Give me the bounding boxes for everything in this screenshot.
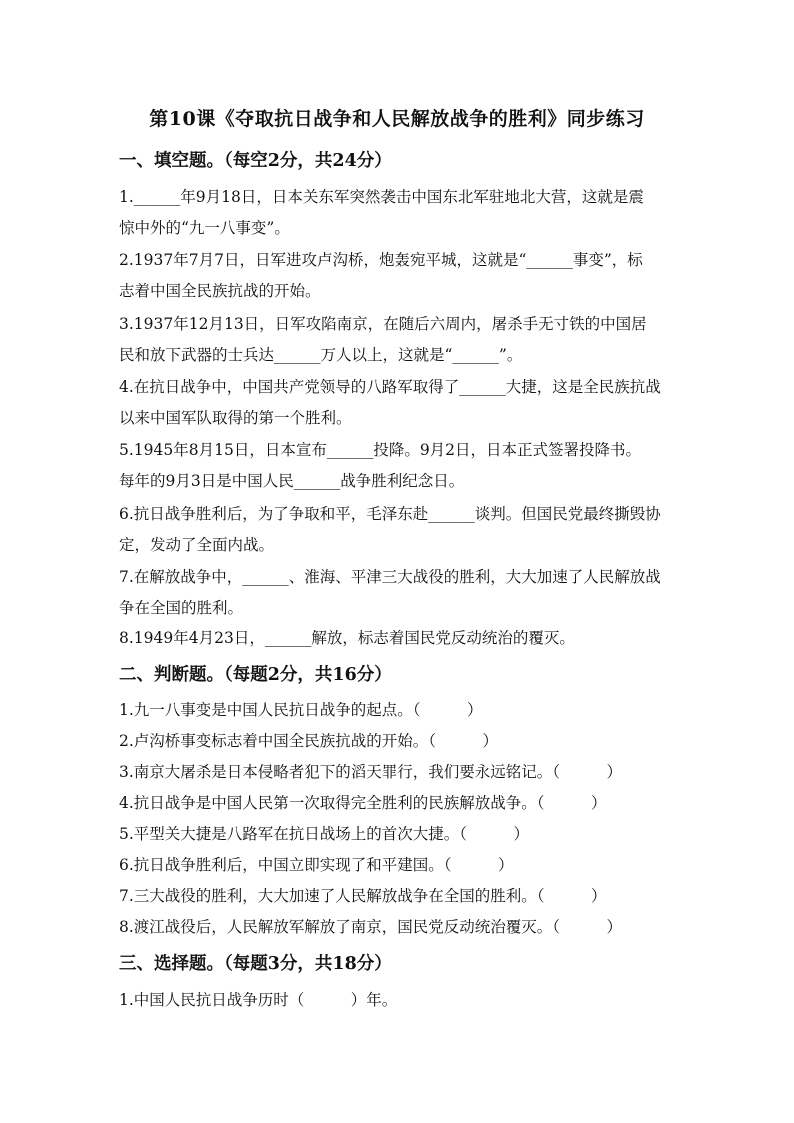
question-text-line: 4.抗日战争是中国人民第一次取得完全胜利的民族解放战争。（ ） <box>119 794 607 812</box>
section-heading-multiple-choice: 三、选择题。（每题3分，共18分） <box>119 954 392 974</box>
question-text-line: 每年的9月3日是中国人民______战争胜利纪念日。 <box>119 472 465 490</box>
question-text-line: 1.______年9月18日，日本关东军突然袭击中国东北军驻地北大营，这就是震 <box>119 188 644 206</box>
question-text-line: 4.在抗日战争中，中国共产党领导的八路军取得了______大捷，这是全民族抗战 <box>119 378 661 396</box>
question-text-line: 5.平型关大捷是八路军在抗日战场上的首次大捷。（ ） <box>119 825 530 843</box>
question-text-line: 6.抗日战争胜利后，为了争取和平，毛泽东赴______谈判。但国民党最终撕毁协 <box>119 505 661 523</box>
question-text-line: 6.抗日战争胜利后，中国立即实现了和平建国。（ ） <box>119 856 514 874</box>
question-text-line: 2.卢沟桥事变标志着中国全民族抗战的开始。（ ） <box>119 732 499 750</box>
question-text-line: 7.三大战役的胜利，大大加速了人民解放战争在全国的胜利。（ ） <box>119 887 607 905</box>
section-heading-fill-in: 一、填空题。（每空2分，共24分） <box>119 151 392 171</box>
question-text-line: 1.中国人民抗日战争历时（ ）年。 <box>119 991 398 1009</box>
question-text-line: 3.南京大屠杀是日本侵略者犯下的滔天罪行，我们要永远铭记。（ ） <box>119 763 623 781</box>
question-text-line: 惊中外的“九一八事变”。 <box>119 219 290 237</box>
question-text-line: 5.1945年8月15日，日本宣布______投降。9月2日，日本正式签署投降书。 <box>119 441 642 459</box>
question-text-line: 以来中国军队取得的第一个胜利。 <box>119 409 352 427</box>
question-text-line: 3.1937年12月13日，日军攻陷南京，在随后六周内，屠杀手无寸铁的中国居 <box>119 315 647 333</box>
question-text-line: 8.1949年4月23日，______解放，标志着国民党反动统治的覆灭。 <box>119 629 575 647</box>
page-title: 第10课《夺取抗日战争和人民解放战争的胜利》同步练习 <box>149 108 645 130</box>
question-text-line: 2.1937年7月7日，日军进攻卢沟桥，炮轰宛平城，这就是“______事变”，标 <box>119 251 643 269</box>
question-text-line: 7.在解放战争中，______、淮海、平津三大战役的胜利，大大加速了人民解放战 <box>119 568 661 586</box>
question-text-line: 争在全国的胜利。 <box>119 599 244 617</box>
question-text-line: 民和放下武器的士兵达______万人以上，这就是“______”。 <box>119 346 523 364</box>
question-text-line: 8.渡江战役后，人民解放军解放了南京，国民党反动统治覆灭。（ ） <box>119 918 623 936</box>
question-text-line: 定，发动了全面内战。 <box>119 536 275 554</box>
question-text-line: 志着中国全民族抗战的开始。 <box>119 282 321 300</box>
section-heading-true-false: 二、判断题。（每题2分，共16分） <box>119 665 392 685</box>
question-text-line: 1.九一八事变是中国人民抗日战争的起点。（ ） <box>119 701 483 719</box>
